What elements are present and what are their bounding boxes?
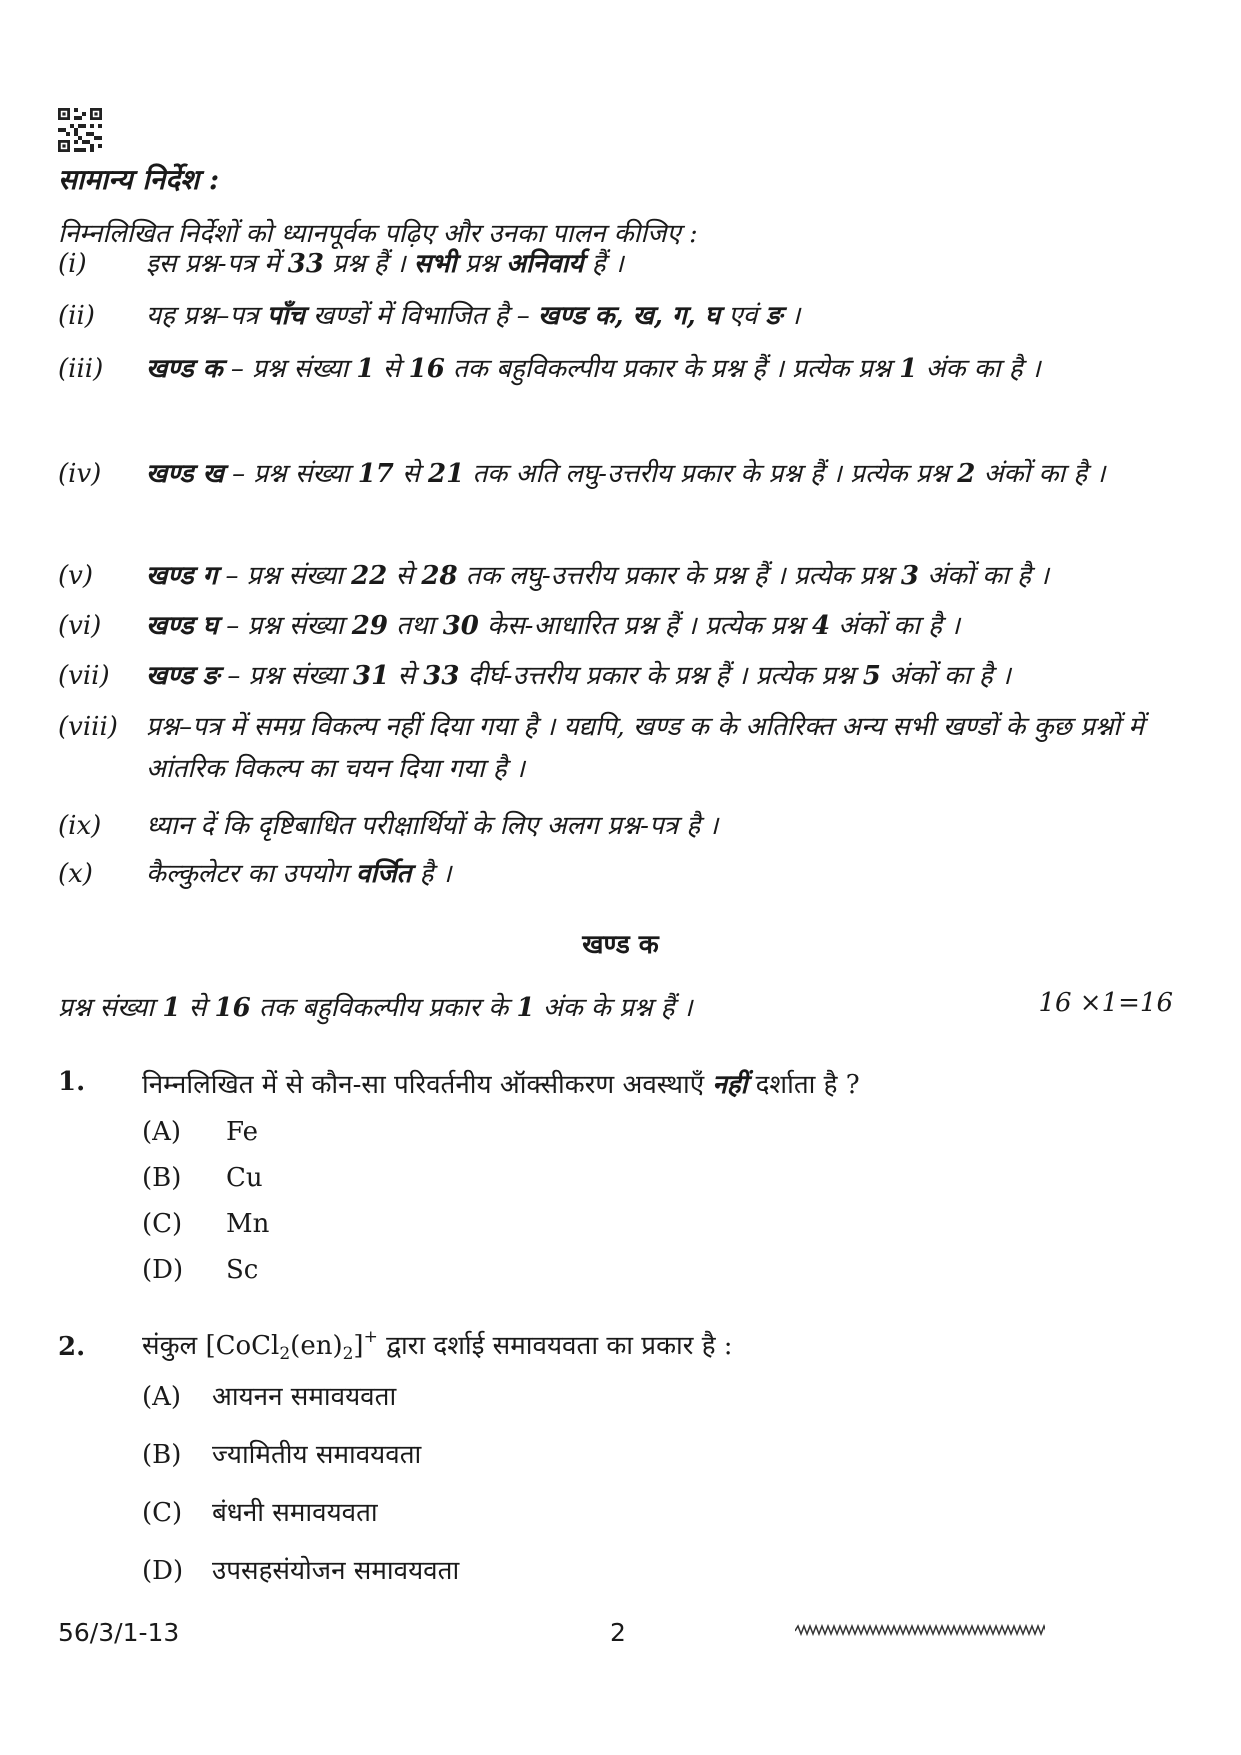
instructions-intro: निम्नलिखित निर्देशों को ध्यानपूर्वक पढ़िए और उनका पालन कीजिए :: [58, 219, 698, 249]
instruction-item: (iv) खण्ड ख – प्रश्न संख्या 17 से 21 तक अति लघु-उत्तरीय प्रकार के प्रश्न हैं । प्रत्येक प्रश्न 2 अंकों का है ।: [58, 459, 1106, 489]
option-item: (A) आयनन समावयवता: [142, 1382, 397, 1412]
instruction-item: (x) कैल्कुलेटर का उपयोग वर्जित है ।: [58, 859, 452, 889]
instruction-item: (ii) यह प्रश्न–पत्र पाँच खण्डों में विभाजित है – खण्ड क, ख, ग, घ एवं ङ ।: [58, 301, 801, 331]
option-item: (D) उपसहसंयोजन समावयवता: [142, 1556, 460, 1586]
option-item: (D) Sc: [142, 1255, 259, 1285]
question-number: 1.: [58, 1067, 86, 1097]
section-note: प्रश्न संख्या 1 से 16 तक बहुविकल्पीय प्रकार के 1 अंक के प्रश्न हैं ।: [58, 993, 693, 1023]
complex-formula: $[CoCl_2(en)_2]^+$: [205, 1327, 378, 1364]
option-item: (B) Cu: [142, 1163, 263, 1193]
instruction-item: (iii) खण्ड क – प्रश्न संख्या 1 से 16 तक बहुविकल्पीय प्रकार के प्रश्न हैं । प्रत्येक प्रश्न 1 अंक का है ।: [58, 354, 1041, 384]
instruction-item: (i) इस प्रश्न-पत्र में 33 प्रश्न हैं । सभी प्रश्न अनिवार्य हैं ।: [58, 249, 624, 279]
option-item: (A) Fe: [142, 1117, 259, 1147]
option-item: (C) Mn: [142, 1209, 270, 1239]
wavy-line-decoration: [795, 1623, 1045, 1639]
instruction-item: (viii) प्रश्न–पत्र में समग्र विकल्प नहीं दिया गया है । यद्यपि, खण्ड क के अतिरिक्त अन्य सभी खण्डों के कुछ प्रश्नों में आंतरिक विकल्प का चयन दिया गया है ।: [58, 712, 1144, 784]
section-title: खण्ड क: [582, 930, 659, 960]
instruction-item: (vi) खण्ड घ – प्रश्न संख्या 29 तथा 30 केस-आधारित प्रश्न हैं । प्रत्येक प्रश्न 4 अंकों का है ।: [58, 611, 961, 641]
question-number: 2.: [58, 1332, 86, 1362]
page-number: 2: [610, 1618, 626, 1647]
instruction-item: (ix) ध्यान दें कि दृष्टिबाधित परीक्षार्थियों के लिए अलग प्रश्न-पत्र है ।: [58, 811, 719, 841]
option-item: (C) बंधनी समावयवता: [142, 1498, 378, 1528]
question-text: निम्नलिखित में से कौन-सा परिवर्तनीय ऑक्सीकरण अवस्थाएँ नहीं दर्शाता है ?: [142, 1070, 860, 1100]
question-text: संकुल $[CoCl_2(en)_2]^+$ द्वारा दर्शाई समावयवता का प्रकार है :: [142, 1327, 733, 1364]
section-marks: 16 ×1=16: [1038, 988, 1173, 1018]
instruction-item: (vii) खण्ड ङ – प्रश्न संख्या 31 से 33 दीर्घ-उत्तरीय प्रकार के प्रश्न हैं । प्रत्येक प्रश्न 5 अंकों का है ।: [58, 661, 1011, 691]
qr-code-icon: [58, 108, 102, 152]
instructions-heading: सामान्य निर्देश :: [58, 163, 220, 196]
instruction-item: (v) खण्ड ग – प्रश्न संख्या 22 से 28 तक लघु-उत्तरीय प्रकार के प्रश्न हैं । प्रत्येक प्रश्न 3 अंकों का है ।: [58, 561, 1050, 591]
paper-code: 56/3/1-13: [58, 1618, 180, 1647]
option-item: (B) ज्यामितीय समावयवता: [142, 1440, 422, 1470]
